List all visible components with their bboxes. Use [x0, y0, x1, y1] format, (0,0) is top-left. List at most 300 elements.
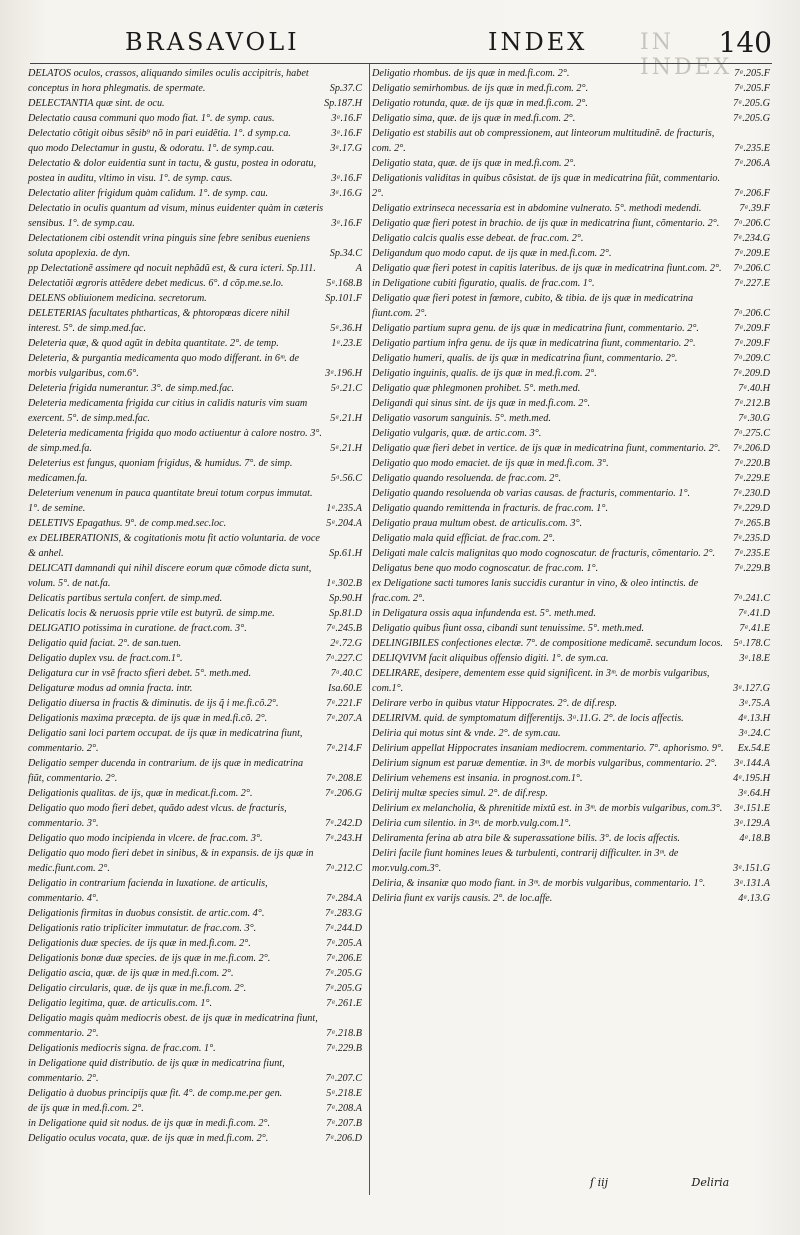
index-entry-text: Delicatis partibus sertula confert. de simp.med.	[28, 593, 223, 604]
index-entry-reference: 7ᵃ.283.G	[325, 908, 362, 919]
index-entry-reference: 7ᵃ.229.E	[734, 473, 770, 484]
index-entry-reference: 7ᵃ.207.C	[325, 1073, 362, 1084]
index-entry-reference: 7ᵃ.227.C	[325, 653, 362, 664]
index-entry	[28, 306, 362, 336]
index-entry-text: Deligatio semirhombus. de ijs quæ in med.fi.com. 2°.	[372, 83, 589, 94]
index-entry-text: Deliramenta ferina ab atra bile & superassatione bilis. 3°. de locis affectis.	[372, 833, 680, 844]
index-entry-text: Deliria cum silentio. in 3ᵐ. de morb.vulg.com.1°.	[372, 818, 572, 829]
index-entry-reference: 7ᵃ.207.B	[326, 1118, 362, 1129]
column-divider	[369, 64, 370, 1195]
index-entry-reference: Sp.90.H	[329, 593, 362, 604]
index-entry-text: Deligatio semper ducenda in contrarium. de ijs quæ in medicatrina fiũt, commentario. 2°.	[28, 758, 304, 784]
index-entry	[372, 441, 770, 456]
index-entry-text: Deligandum quo modo caput. de ijs quæ in med.fi.com. 2°.	[372, 248, 612, 259]
index-entry-text: pp Delectationẽ assimere qd nocuit nephãdũ est, & cura icteri. Sp.111.	[28, 263, 316, 274]
index-entry-text: in Deligatione quid sit nodus. de ijs quæ in medi.fi.com. 2°.	[28, 1118, 271, 1129]
index-entry-text: Deligatura cur in vsẽ fracto sfieri debet. 5°. meth.med.	[28, 668, 252, 679]
index-entry	[372, 891, 770, 906]
index-entry-text: Deligatio quando remittenda in fracturis. de frac.com. 1°.	[372, 503, 609, 514]
index-entry-text: Deligatio sani loci partem occupat. de ijs quæ in medicatrina fiunt, commentario. 2°.	[28, 728, 303, 754]
index-entry	[372, 426, 770, 441]
index-entry	[28, 621, 362, 636]
index-entry	[372, 366, 770, 381]
index-entry-text: Deligatio quando resoluenda ob varias causas. de fracturis, commentario. 1°.	[372, 488, 691, 499]
index-entry-text: de ijs quæ in med.fi.com. 2°.	[28, 1103, 144, 1114]
index-entry-text: ex DELIBERATIONIS, & cogitationis motu fit actio voluntaria. de voce & anhel.	[28, 533, 320, 559]
index-entry-text: Deligatio est stabilis aut ob compressionem, aut linteorum multitudinẽ. de fracturis, com. 2°.	[372, 128, 715, 154]
index-entry	[372, 501, 770, 516]
index-entry-text: Deligatio quæ phlegmonen prohibet. 5°. meth.med.	[372, 383, 581, 394]
index-entry	[28, 606, 362, 621]
index-entry-text: Deligatio ascia, quæ. de ijs quæ in med.fi.com. 2°.	[28, 968, 234, 979]
catchword: Deliria	[691, 1176, 730, 1189]
index-entry-text: DELICATI damnandi qui nihil discere eorum quæ cõmode dicta sunt, volum. 5°. de nat.fa.	[28, 563, 312, 589]
index-entry-text: Deleteria quæ, & quod agũt in debita quantitate. 2°. de temp.	[28, 338, 279, 349]
running-title-left: BRASAVOLI	[125, 28, 300, 56]
index-entry	[28, 1056, 362, 1086]
index-entry-reference: 7ᵃ.221.F	[326, 698, 362, 709]
index-entry	[28, 966, 362, 981]
index-entry-text: Delirij multæ species simul. 2°. de dif.resp.	[372, 788, 548, 799]
index-entry-reference: 5ᵃ.56.C	[330, 473, 362, 484]
index-entry	[372, 786, 770, 801]
index-entry-reference: 3ᵃ.64.H	[738, 788, 770, 799]
index-entry-reference: 7ᵃ.234.G	[733, 233, 770, 244]
index-entry	[372, 741, 770, 756]
index-entry-reference: 7ᵃ.242.D	[325, 818, 362, 829]
index-entry-reference: 7ᵃ.205.F	[734, 83, 770, 94]
index-entry	[28, 831, 362, 846]
index-entry-text: Deliria fiunt ex varijs causis. 2°. de loc.affe.	[372, 893, 553, 904]
index-entry-text: Delectatio cõtigit oibus sẽsib⁹ nõ in pari euidẽtia. 1°. d symp.ca.	[28, 128, 291, 139]
index-entry	[28, 1116, 362, 1131]
index-entry	[372, 396, 770, 411]
index-entry-reference: 7ᵃ.206.F	[734, 188, 770, 199]
index-entry-reference: 7ᵃ.205.F	[734, 68, 770, 79]
index-entry	[372, 261, 770, 276]
index-entry	[28, 186, 362, 201]
index-entry-reference: 5ᵃ.218.E	[326, 1088, 362, 1099]
index-entry-reference: 7ᵃ.245.B	[326, 623, 362, 634]
index-entry	[372, 846, 770, 876]
index-entry-text: Delicatis locis & neruosis pprie vtile est butyrũ. de simp.me.	[28, 608, 275, 619]
index-entry-reference: 7ᵃ.261.E	[326, 998, 362, 1009]
index-entry-text: DELIGATIO potissima in curatione. de fract.com. 3°.	[28, 623, 247, 634]
index-entry	[28, 906, 362, 921]
index-entry-text: ex Deligatione sacti tumores lanis succidis curantur in vino, & oleo intinctis. de frac.com. 2°.	[372, 578, 699, 604]
index-entry-reference: 5ᵃ.21.H	[330, 443, 362, 454]
index-entry-reference: 4ᵃ.13.G	[738, 893, 770, 904]
index-entry-text: Delirium signum est paruæ dementiæ. in 3ᵐ. de morbis vulgaribus, commentario. 2°.	[372, 758, 718, 769]
index-entry	[372, 276, 770, 291]
index-entry-text: Deligatio circularis, quæ. de ijs quæ in me.fi.com. 2°.	[28, 983, 247, 994]
index-entry-reference: 7ᵃ.284.A	[326, 893, 362, 904]
index-entry-text: Deligatio rhombus. de ijs quæ in med.fi.com. 2°.	[372, 68, 570, 79]
header-rule	[30, 63, 772, 64]
index-entry-reference: A	[355, 263, 362, 274]
index-entry	[372, 666, 770, 696]
index-entry	[372, 291, 770, 321]
index-entry-reference: 3ᵃ.16.G	[330, 188, 362, 199]
index-entry-reference: 2ᵃ.72.G	[330, 638, 362, 649]
index-entry	[372, 351, 770, 366]
index-entry-text: Deligatus bene quo modo cognoscatur. de frac.com. 1°.	[372, 563, 599, 574]
index-entry-reference: 7ᵃ.41.E	[739, 623, 770, 634]
index-entry	[28, 561, 362, 591]
index-entry-text: Deligatio quo modo fieri debet, quãdo adest vlcus. de fracturis, commentario. 3°.	[28, 803, 287, 829]
index-entry-reference: 5ᵃ.21.H	[330, 413, 362, 424]
index-entry-reference: 3ᵃ.16.F	[331, 173, 362, 184]
index-entry-reference: 7ᵃ.206.D	[733, 443, 770, 454]
index-entry	[28, 276, 362, 291]
index-entry-reference: 7ᵃ.235.E	[734, 548, 770, 559]
index-entry-reference: 7ᵃ.209.E	[734, 248, 770, 259]
index-entry-reference: 7ᵃ.227.E	[734, 278, 770, 289]
index-entry-text: Deligatio humeri, qualis. de ijs quæ in medicatrina fiunt, commentario. 2°.	[372, 353, 678, 364]
index-entry-reference: 1ᵃ.302.B	[326, 578, 362, 589]
index-entry	[372, 486, 770, 501]
index-entry-reference: 7ᵃ.220.B	[734, 458, 770, 469]
index-entry-text: Deligatio sima, quæ. de ijs quæ in med.fi.com. 2°.	[372, 113, 576, 124]
index-entry	[28, 651, 362, 666]
index-entry	[372, 621, 770, 636]
index-entry	[28, 141, 362, 156]
index-entry-text: Delirium appellat Hippocrates insaniam mediocrem. commentario. 7°. aphorismo. 9°.	[372, 743, 724, 754]
index-entry-text: Deligationis ratio tripliciter immutatur. de frac.com. 3°.	[28, 923, 257, 934]
index-entry-reference: 1ᵃ.23.E	[331, 338, 362, 349]
index-column-left	[28, 66, 362, 1146]
index-entry	[372, 636, 770, 651]
index-entry-reference: 7ᵃ.218.B	[326, 1028, 362, 1039]
index-entry-reference: 5ᵃ.36.H	[330, 323, 362, 334]
index-entry-reference: Sp.37.C	[329, 83, 362, 94]
index-column-right	[372, 66, 770, 906]
index-entry-reference: 7ᵃ.275.C	[733, 428, 770, 439]
index-entry	[28, 591, 362, 606]
index-entry-text: Delectatio aliter frigidum quàm calidum. 1°. de symp. cau.	[28, 188, 269, 199]
index-entry-text: Deligatio quo modo fieri debet in sinibus, & in expansis. de ijs quæ in medic.fiunt.com. 2°.	[28, 848, 314, 874]
index-entry-text: Deligatio extrinseca necessaria est in abdomine vulnerato. 5°. methodi medendi.	[372, 203, 702, 214]
index-entry-reference: Sp.34.C	[329, 248, 362, 259]
index-entry-reference: 7ᵃ.30.G	[738, 413, 770, 424]
index-entry-text: Deleteria frigida numerantur. 3°. de simp.med.fac.	[28, 383, 235, 394]
index-entry-reference: 3ᵃ.151.G	[733, 863, 770, 874]
index-entry-text: Delectatiõi ægroris attẽdere debet medicus. 6°. d cõp.me.se.lo.	[28, 278, 284, 289]
index-entry-reference: 5ᵃ.178.C	[733, 638, 770, 649]
index-entry-text: Deligatio partium supra genu. de ijs quæ in medicatrina fiunt, commentario. 2°.	[372, 323, 699, 334]
index-entry	[28, 456, 362, 486]
index-entry	[372, 66, 770, 81]
index-entry-text: Deleteria medicamenta frigida cur citius in calidis naturis vim suam exercent. 5°. de simp.med.fac.	[28, 398, 308, 424]
index-entry-reference: 7ᵃ.41.D	[738, 608, 770, 619]
index-entry	[372, 771, 770, 786]
index-entry-text: Deligatio inguinis, qualis. de ijs quæ in med.fi.com. 2°.	[372, 368, 597, 379]
index-entry	[372, 651, 770, 666]
index-entry-reference: 7ᵃ.212.C	[325, 863, 362, 874]
index-entry	[372, 126, 770, 156]
index-entry-text: Delirium vehemens est insania. in prognost.com.1°.	[372, 773, 583, 784]
index-entry	[372, 831, 770, 846]
index-entry-reference: 7ᵃ.205.G	[733, 113, 770, 124]
index-entry-reference: Sp.81.D	[329, 608, 362, 619]
index-entry	[372, 171, 770, 201]
index-entry-reference: 4ᵃ.195.H	[733, 773, 770, 784]
index-entry-text: Delectatio & dolor euidentia sunt in tactu, & gustu, postea in odoratu, postea in auditu, vltimo in visu. 1°. de symp. caus.	[28, 158, 317, 184]
index-entry	[28, 846, 362, 876]
index-entry-reference: 5ᵃ.21.C	[330, 383, 362, 394]
index-entry-reference: 7ᵃ.206.D	[325, 1133, 362, 1144]
index-entry	[28, 291, 362, 306]
index-entry-text: Deligatio quibus fiunt ossa, cibandi sunt tenuissime. 5°. meth.med.	[372, 623, 645, 634]
page-number: 140	[718, 26, 772, 59]
index-entry	[372, 606, 770, 621]
index-entry	[28, 231, 362, 261]
index-entry	[372, 201, 770, 216]
index-entry-reference: Isa.60.E	[328, 683, 362, 694]
index-entry-reference: 7ᵃ.229.B	[326, 1043, 362, 1054]
index-entry-reference: 7ᵃ.214.F	[326, 743, 362, 754]
index-entry	[28, 66, 362, 96]
index-entry-text: DELIQVIVM facit aliquibus offensio digiti. 1°. de sym.ca.	[372, 653, 609, 664]
index-entry-text: Deligatio duplex vsu. de fract.com.1°.	[28, 653, 183, 664]
index-entry-reference: 7ᵃ.265.B	[734, 518, 770, 529]
index-entry	[28, 981, 362, 996]
index-entry-text: Delectatio in oculis quantum ad visum, minus euidenter quàm in cæteris sensibus. 1°. de symp.cau.	[28, 203, 324, 229]
index-entry	[372, 231, 770, 246]
index-entry-reference: 7ᵃ.209.F	[734, 338, 770, 349]
page-footer	[590, 1176, 729, 1189]
index-entry-text: Deligationis qualitas. de ijs, quæ in medicat.fi.com. 2°.	[28, 788, 253, 799]
index-entry-reference: 7ᵃ.206.C	[733, 218, 770, 229]
index-entry	[28, 1131, 362, 1146]
index-entry-reference: 3ᵃ.24.C	[738, 728, 770, 739]
index-entry-text: Deligatio à duobus principijs quæ fit. 4°. de comp.me.per gen.	[28, 1088, 283, 1099]
index-entry-reference: 7ᵃ.206.G	[325, 788, 362, 799]
index-entry-text: DELECTANTIA quæ sint. de ocu.	[28, 98, 165, 109]
index-entry-text: Deleterius est fungus, quoniam frigidus, & humidus. 7°. de simp. medicamen.fa.	[28, 458, 293, 484]
index-entry-text: Deligatio quando resoluenda. de frac.com. 2°.	[372, 473, 562, 484]
index-entry-reference: 7ᵃ.40.H	[738, 383, 770, 394]
index-entry-text: Deligati male calcis malignitas quo modo cognoscatur. de fracturis, cõmentario. 2°.	[372, 548, 716, 559]
index-entry-text: in Deligatura ossis aqua infundenda est. 5°. meth.med.	[372, 608, 596, 619]
index-entry	[28, 516, 362, 531]
index-entry-text: DELINGIBILES confectiones electæ. 7°. de compositione medicamẽ. secundum locos.	[372, 638, 723, 649]
index-entry	[372, 726, 770, 741]
index-entry-text: in Deligatione cubiti figuratio, qualis. de frac.com. 1°.	[372, 278, 595, 289]
index-entry	[28, 111, 362, 126]
index-entry-reference: Sp.61.H	[329, 548, 362, 559]
index-entry	[28, 756, 362, 786]
signature-mark: ſ iij	[590, 1176, 609, 1189]
index-entry	[28, 336, 362, 351]
index-entry-reference: 3ᵃ.129.A	[734, 818, 770, 829]
index-entry-text: Deleterium venenum in pauca quantitate breui totum corpus immutat. 1°. de semine.	[28, 488, 313, 514]
index-entry-text: DELIRARE, desipere, dementem esse quid significent. in 3ᵐ. de morbis vulgaribus, com.1°.	[372, 668, 710, 694]
index-entry	[28, 126, 362, 141]
index-entry-text: Deligatio mala quid efficiat. de frac.com. 2°.	[372, 533, 555, 544]
index-entry-reference: 3ᵃ.16.F	[331, 113, 362, 124]
index-entry-reference: 7ᵃ.206.E	[326, 953, 362, 964]
index-entry-text: Deligatio vulgaris, quæ. de artic.com. 3°.	[372, 428, 542, 439]
index-entry-text: Deligationis mediocris signa. de frac.com. 1°.	[28, 1043, 216, 1054]
index-entry-text: Deligatio quo modo emaciet. de ijs quæ in med.fi.com. 3°.	[372, 458, 609, 469]
index-entry-text: Deligatio quid faciat. 2°. de san.tuen.	[28, 638, 182, 649]
index-entry-text: Delirium ex melancholia, & phrenitide mixtũ est. in 3ᵐ. de morbis vulgaribus, com.3°.	[372, 803, 723, 814]
index-entry	[372, 756, 770, 771]
index-entry-reference: 3ᵃ.144.A	[734, 758, 770, 769]
index-entry-reference: Sp.187.H	[324, 98, 362, 109]
index-entry-text: Deligatio in contrarium facienda in luxatione. de articulis, commentario. 4°.	[28, 878, 268, 904]
index-entry-reference: 1ᵃ.235.A	[326, 503, 362, 514]
index-entry	[28, 666, 362, 681]
index-entry-reference: 4ᵃ.18.B	[739, 833, 770, 844]
index-entry-text: Delectationem cibi ostendit vrina pinguis sine febre senibus eueniens soluta apoplexia. de dyn.	[28, 233, 310, 259]
index-entry-reference: 7ᵃ.229.B	[734, 563, 770, 574]
index-entry	[28, 426, 362, 456]
index-entry-text: Delirare verbo in quibus vtatur Hippocrates. 2°. de dif.resp.	[372, 698, 617, 709]
index-entry-text: Deligatio quæ fieri potest in brachio. de ijs quæ in medicatrina fiunt, cõmentario. 2°.	[372, 218, 720, 229]
index-entry	[372, 576, 770, 606]
index-entry-text: Deligatio rotunda, quæ. de ijs quæ in med.fi.com. 2°.	[372, 98, 588, 109]
index-entry	[372, 816, 770, 831]
index-entry	[28, 1086, 362, 1101]
index-entry-text: Deligandi qui sinus sint. de ijs quæ in med.fi.com. 2°.	[372, 398, 591, 409]
index-entry-reference: 7ᵃ.205.G	[733, 98, 770, 109]
index-entry-reference: 7ᵃ.206.C	[733, 308, 770, 319]
index-entry-text: Deligatio diuersa in fractis & diminutis. de ijs q̃ i me.fi.cõ.2°.	[28, 698, 279, 709]
index-entry-text: Deligatio quæ fieri potest in fœmore, cubito, & tibia. de ijs quæ in medicatrina fiunt.com. 2°.	[372, 293, 694, 319]
index-entry	[28, 921, 362, 936]
index-entry	[28, 351, 362, 381]
index-entry-reference: 7ᵃ.229.D	[733, 503, 770, 514]
index-entry	[28, 711, 362, 726]
index-entry-text: DELATOS oculos, crassos, aliquando similes oculis accipitris, habet conceptus in hora phlegmatis. de spermate.	[28, 68, 309, 94]
index-entry-reference: 7ᵃ.209.D	[733, 368, 770, 379]
index-entry-reference: 7ᵃ.241.C	[733, 593, 770, 604]
index-entry	[28, 381, 362, 396]
index-entry-text: Deligationis maxima præcepta. de ijs quæ in med.fi.cõ. 2°.	[28, 713, 268, 724]
index-entry	[28, 996, 362, 1011]
index-entry-reference: 7ᵃ.244.D	[325, 923, 362, 934]
index-entry-reference: 7ᵃ.205.G	[325, 968, 362, 979]
index-entry	[28, 201, 362, 231]
index-entry-reference: 7ᵃ.40.C	[330, 668, 362, 679]
index-entry-text: Deligatio quæ fieri debet in vertice. de ijs quæ in medicatrina fiunt, commentario. 2°.	[372, 443, 721, 454]
index-entry-reference: 3ᵃ.196.H	[325, 368, 362, 379]
index-entry-text: Deligationis duæ species. de ijs quæ in med.fi.com. 2°.	[28, 938, 251, 949]
index-entry-reference: Ex.54.E	[737, 743, 770, 754]
index-entry	[372, 246, 770, 261]
index-entry-reference: 7ᵃ.209.F	[734, 323, 770, 334]
index-entry-text: Deligatio calcis qualis esse debeat. de frac.com. 2°.	[372, 233, 584, 244]
index-entry-reference: Sp.101.F	[325, 293, 362, 304]
index-entry-reference: 5ᵃ.168.B	[326, 278, 362, 289]
index-entry-text: Deleteria, & purgantia medicamenta quo modo differant. in 6ᵐ. de morbis vulgaribus, com.6°.	[28, 353, 299, 379]
index-entry-reference: 3ᵃ.127.G	[733, 683, 770, 694]
index-entry	[372, 561, 770, 576]
index-entry	[372, 81, 770, 96]
index-entry	[372, 516, 770, 531]
index-entry-reference: 7ᵃ.209.C	[733, 353, 770, 364]
index-entry-reference: 7ᵃ.212.B	[734, 398, 770, 409]
index-entry	[372, 321, 770, 336]
index-entry-text: Deligatio legitima, quæ. de articulis.com. 1°.	[28, 998, 213, 1009]
index-entry-reference: 3ᵃ.18.E	[739, 653, 770, 664]
index-entry	[372, 876, 770, 891]
index-entry-text: DELIRIVM. quid. de symptomatum differentijs. 3ᵃ.11.G. 2°. de locis affectis.	[372, 713, 684, 724]
index-entry-text: quo modo Delectamur in gustu, & odoratu. 1°. de symp.cau.	[28, 143, 275, 154]
index-entry	[28, 876, 362, 906]
index-entry-text: Deligatio partium infra genu. de ijs quæ in medicatrina fiunt, commentario. 2°.	[372, 338, 696, 349]
index-entry	[28, 681, 362, 696]
index-entry	[372, 411, 770, 426]
index-entry-text: Deleteria medicamenta frigida quo modo actiuentur à calore nostro. 3°. de simp.med.fa.	[28, 428, 322, 454]
index-entry-reference: 7ᵃ.235.D	[733, 533, 770, 544]
index-entry-text: Deligatio quo modo incipienda in vlcere. de frac.com. 3°.	[28, 833, 263, 844]
index-entry-reference: 3ᵃ.16.F	[331, 218, 362, 229]
index-entry	[372, 456, 770, 471]
index-entry	[372, 111, 770, 126]
index-entry	[372, 711, 770, 726]
index-entry-reference: 5ᵃ.204.A	[326, 518, 362, 529]
index-entry-text: Deliri facile fiunt homines leues & turbulenti, contrarij difficulter. in 3ᵐ. de mor.vulg.com.3°.	[372, 848, 679, 874]
index-entry	[28, 96, 362, 111]
show-through-text: IN INDEX	[640, 30, 733, 80]
index-entry-reference: 7ᵃ.235.E	[734, 143, 770, 154]
index-entry-text: DELENS obliuionem medicina. secretorum.	[28, 293, 207, 304]
index-entry	[28, 261, 362, 276]
index-entry-text: Deligationis bonæ duæ species. de ijs quæ in me.fi.com. 2°.	[28, 953, 271, 964]
index-entry	[28, 786, 362, 801]
index-entry	[28, 156, 362, 186]
index-entry-text: Deligationis validitas in quibus cõsistat. de ijs quæ in medicatrina fiũt, commentario. 2°.	[372, 173, 721, 199]
index-entry-text: Deligatio stata, quæ. de ijs quæ in med.fi.com. 2°.	[372, 158, 576, 169]
index-entry	[372, 96, 770, 111]
index-entry-reference: 7ᵃ.205.G	[325, 983, 362, 994]
index-entry-reference: 3ᵃ.131.A	[734, 878, 770, 889]
index-entry-text: Deligatio magis quàm mediocris obest. de ijs quæ in medicatrina fiunt, commentario. 2°.	[28, 1013, 318, 1039]
index-entry	[372, 336, 770, 351]
index-entry	[28, 1011, 362, 1041]
index-entry	[28, 1041, 362, 1056]
index-entry	[28, 636, 362, 651]
index-entry-text: Delectatio causa communi quo modo fiat. 1°. de symp. caus.	[28, 113, 275, 124]
index-entry	[28, 696, 362, 711]
index-entry-reference: 7ᵃ.243.H	[325, 833, 362, 844]
index-entry-reference: 7ᵃ.205.A	[326, 938, 362, 949]
index-entry	[372, 381, 770, 396]
index-entry	[372, 696, 770, 711]
index-entry-text: Deligatio vasorum sanguinis. 5°. meth.med.	[372, 413, 551, 424]
index-entry-text: Deligationis firmitas in duobus consistit. de artic.com. 4°.	[28, 908, 265, 919]
index-entry-text: Deliria, & insaniæ quo modo fiant. in 3ᵐ. de morbis vulgaribus, commentario. 1°.	[372, 878, 706, 889]
index-entry	[28, 936, 362, 951]
index-entry	[372, 531, 770, 546]
index-entry-reference: 3ᵃ.16.F	[331, 128, 362, 139]
index-entry	[28, 1101, 362, 1116]
index-entry	[28, 396, 362, 426]
index-entry-text: Deligaturæ modus ad omnia fracta. intr.	[28, 683, 193, 694]
index-entry-text: Deligatio oculus vocata, quæ. de ijs quæ in med.fi.com. 2°.	[28, 1133, 269, 1144]
index-entry-text: Deligatio quæ fieri potest in capitis lateribus. de ijs quæ in medicatrina fiunt.com. 2°.	[372, 263, 722, 274]
index-entry-text: Deliria qui motus sint & vnde. 2°. de sym.cau.	[372, 728, 561, 739]
index-entry-reference: 7ᵃ.206.A	[734, 158, 770, 169]
index-entry-reference: 3ᵃ.17.G	[330, 143, 362, 154]
index-entry-reference: 3ᵃ.75.A	[739, 698, 770, 709]
index-entry-reference: 7ᵃ.206.C	[733, 263, 770, 274]
index-entry-reference: 7ᵃ.208.E	[326, 773, 362, 784]
index-entry-reference: 4ᵃ.13.H	[738, 713, 770, 724]
